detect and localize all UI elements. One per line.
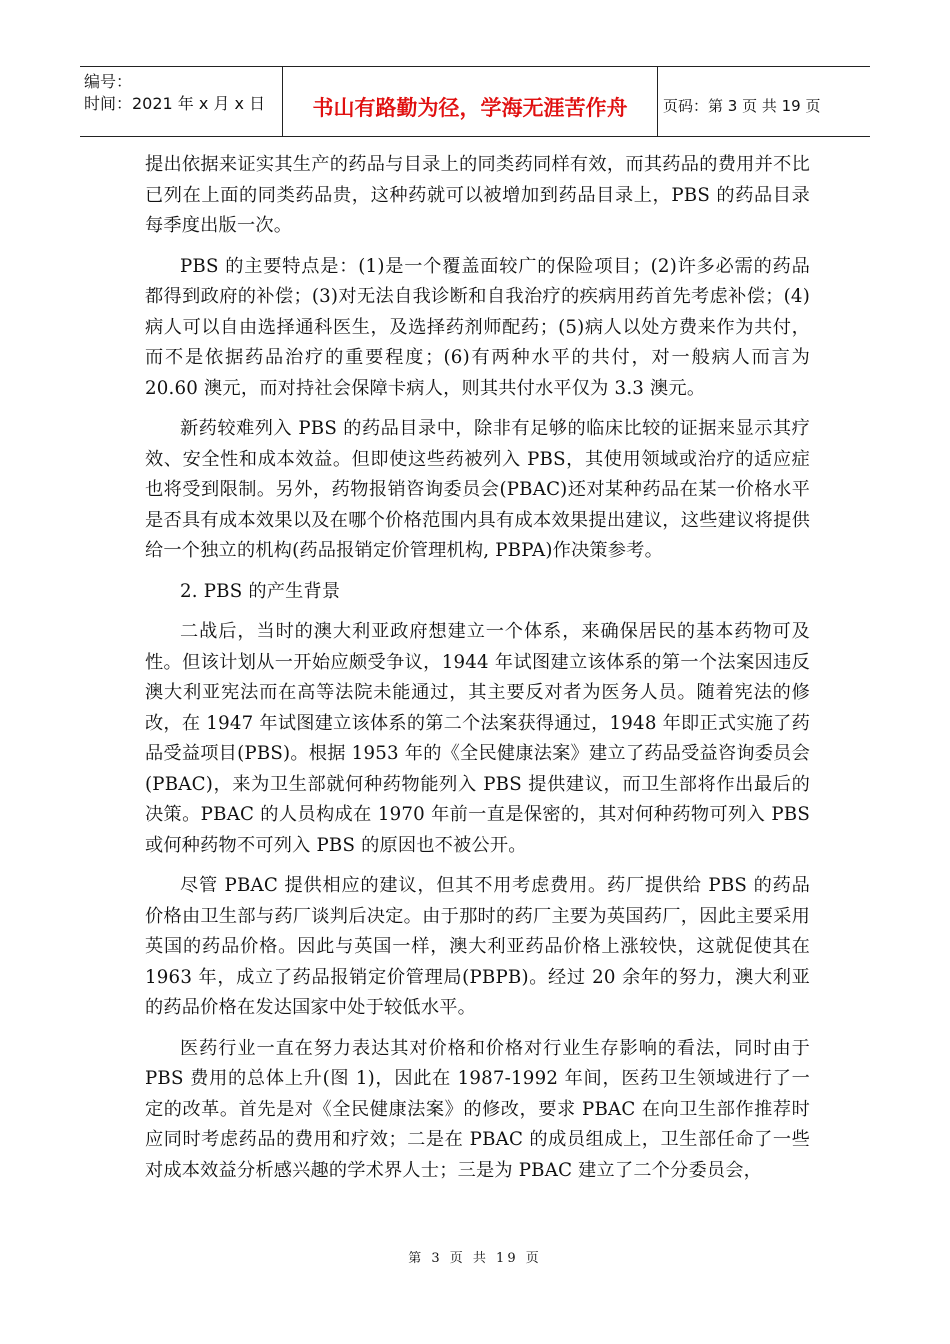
document-date-label: 时间：2021 年 x 月 x 日 bbox=[84, 94, 266, 113]
page-header bbox=[80, 66, 870, 137]
header-meta bbox=[80, 67, 283, 136]
section-heading: 2. PBS 的产生背景 bbox=[180, 580, 341, 602]
paragraph-reform: 医药行业一直在努力表达其对价格和价格对行业生存影响的看法，同时由于 PBS 费用的总体上升(图 1)，因此在 1987-1992 年间，医药卫生领域进行了一定的改革。首先是对《全民健康法案》的修改，要求 PBAC 在向卫生部作推荐时应同时考虑药品的费用和疗效；二是在 PBAC 的成员组成上，卫生部任命了一些对成本效益分析感兴趣的学术界人士；三是为 PBAC 建立了二个分委员会， bbox=[145, 1037, 810, 1181]
paragraph-pricing: 尽管 PBAC 提供相应的建议，但其不用考虑费用。药厂提供给 PBS 的药品价格由卫生部与药厂谈判后决定。由于那时的药厂主要为英国药厂，因此主要采用英国的药品价格。因此与英国一样，澳大利亚药品价格上涨较快，这就促使其在 1963 年，成立了药品报销定价管理局(PBPB)。经过 20 余年的努力，澳大利亚的药品价格在发达国家中处于较低水平。 bbox=[145, 875, 810, 1018]
header-page-info: 页码：第 3 页 共 19 页 bbox=[663, 97, 821, 115]
header-motto: 书山有路勤为径，学海无涯苦作舟 bbox=[283, 67, 658, 136]
paragraph-intro-continued: 提出依据来证实其生产的药品与目录上的同类药同样有效，而其药品的费用并不比已列在上面的同类药品贵，这种药就可以被增加到药品目录上，PBS 的药品目录每季度出版一次。 bbox=[145, 154, 810, 236]
paragraph-pbs-history: 二战后，当时的澳大利亚政府想建立一个体系，来确保居民的基本药物可及性。但该计划从一开始应颇受争议，1944 年试图建立该体系的第一个法案因违反澳大利亚宪法而在高等法院未能通过，其主要反对者为医务人员。随着宪法的修改，在 1947 年试图建立该体系的第二个法案获得通过，1948 年即正式实施了药品受益项目(PBS)。根据 1953 年的《全民健康法案》建立了药品受益咨询委员会(PBAC)，来为卫生部就何种药物能列入 PBS 提供建议，而卫生部将作出最后的决策。PBAC 的人员构成在 1970 年前一直是保密的，其对何种药物可列入 PBS 或何种药物不可列入 PBS 的原因也不被公开。 bbox=[145, 621, 810, 856]
document-number-label: 编号： bbox=[84, 72, 133, 91]
page-footer: 第 3 页 共 19 页 bbox=[408, 1251, 542, 1266]
document-body bbox=[145, 150, 810, 1196]
paragraph-new-drug-listing: 新药较难列入 PBS 的药品目录中，除非有足够的临床比较的证据来显示其疗效、安全性和成本效益。但即使这些药被列入 PBS，其使用领域或治疗的适应症也将受到限制。另外，药物报销咨询委员会(PBAC)还对某种药品在某一价格水平是否具有成本效果以及在哪个价格范围内具有成本效果提出建议，这些建议将提供给一个独立的机构(药品报销定价管理机构, PBPA)作决策参考。 bbox=[145, 418, 810, 561]
paragraph-pbs-features: PBS 的主要特点是：(1)是一个覆盖面较广的保险项目；(2)许多必需的药品都得到政府的补偿；(3)对无法自我诊断和自我治疗的疾病用药首先考虑补偿；(4)病人可以自由选择通科医生，及选择药剂师配药；(5)病人以处方费来作为共付，而不是依据药品治疗的重要程度；(6)有两种水平的共付，对一般病人而言为 20.60 澳元，而对持社会保障卡病人，则其共付水平仅为 3.3 澳元。 bbox=[145, 255, 810, 399]
